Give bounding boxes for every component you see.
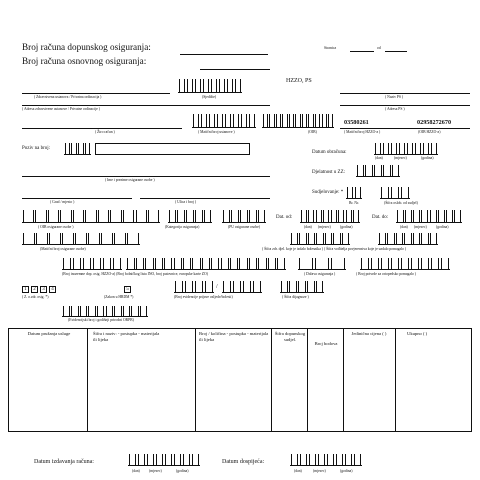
date-to-day-caption: (dan)	[400, 225, 408, 229]
processing-year-caption: (godina)	[421, 156, 434, 160]
invoice-ref-field[interactable]	[95, 143, 250, 155]
aid-number-boxes[interactable]	[360, 258, 450, 270]
due-date-boxes[interactable]	[290, 454, 362, 466]
foreign-doc-boxes[interactable]	[126, 258, 286, 270]
insured-name-caption: ( Ime i prezime osigurane osobe )	[105, 178, 155, 182]
date-from-month-caption: (mjesec)	[318, 225, 331, 229]
hrm-reason-caption: (Zakon u HRDM *)	[104, 295, 134, 299]
due-year-caption: (godina)	[340, 469, 353, 473]
foreign-ins-boxes[interactable]	[62, 258, 122, 270]
insured-oib-boxes[interactable]	[22, 210, 160, 223]
country-code-boxes[interactable]	[298, 258, 346, 270]
hzzo-ps-label: HZZO, PS	[286, 78, 312, 84]
foreign-ins-caption: (Broj inozemne dop. osig. HZZO-a) (Broj bolničkog lista INO, broj putovnice, europske karte ZO)	[62, 272, 208, 276]
aid-number-caption: ( Broj potvrde za ortopedsko pomagalo )	[356, 272, 417, 276]
invoice-ref-label: Poziv na broj:	[22, 146, 51, 151]
activity-boxes[interactable]	[356, 165, 400, 177]
supplementary-invoice-line	[180, 54, 268, 55]
page-label: Stranica	[324, 46, 337, 50]
seat-caption: (Sjedište)	[202, 95, 217, 99]
diagnosis-code-boxes[interactable]	[280, 281, 324, 293]
street-caption: ( Ulica i broj )	[175, 200, 197, 204]
issue-date-label: Datum izdavanja računa:	[34, 459, 94, 465]
ps-address-caption: ( Adresa PS )	[385, 107, 405, 111]
ps-name-line[interactable]	[340, 93, 470, 94]
col-extra-header: Šifra dopunskog sudjel.	[274, 331, 306, 342]
processing-month-caption: (mjesec)	[394, 156, 407, 160]
institution-address-line[interactable]	[22, 105, 270, 106]
basic-invoice-line	[200, 69, 270, 70]
hrm-reason-cell[interactable]: 5	[124, 286, 131, 293]
commission-code-boxes[interactable]	[378, 233, 438, 245]
referral-code-boxes[interactable]	[290, 233, 350, 245]
ps-address-line[interactable]	[340, 105, 470, 106]
insurance-category-caption: (Kategorija osiguranja)	[165, 225, 200, 229]
page-number-line[interactable]	[350, 51, 374, 52]
date-from-year-caption: (godina)	[340, 225, 353, 229]
col-points-header: Broj bodova	[314, 341, 338, 346]
issue-date-boxes[interactable]	[128, 454, 200, 466]
page-of-label: od	[377, 46, 381, 50]
institution-address-caption: ( Adresa zdravstvene ustanove / Privatne ordinacije )	[22, 107, 100, 111]
date-from-day-caption: (dan)	[304, 225, 312, 229]
institution-code-caption: ( Matični broj ustanove )	[198, 130, 235, 134]
issue-month-caption: (mjesec)	[149, 469, 162, 473]
date-to-year-caption: (godina)	[436, 225, 449, 229]
mbo-boxes[interactable]	[222, 210, 266, 223]
exempt-reason-boxes[interactable]	[380, 187, 410, 199]
institution-name-caption: ( Zdravstvena ustanova / Privatna ordinacija )	[34, 95, 102, 99]
processing-date-caption: (dan)	[375, 156, 383, 160]
record-no-slash: /	[216, 284, 218, 290]
diagnosis-code-caption: ( Šifra dijagnoze )	[282, 295, 309, 299]
hzzo-code-caption: ( Matični broj HZZO-a )	[344, 130, 381, 134]
insurance-category-boxes[interactable]	[168, 210, 212, 223]
col-price-header: Jedinična cijena ( )	[351, 331, 387, 336]
city-caption: ( Grad / mjesto )	[50, 200, 75, 204]
hzzo-oib-value: 02958272670	[417, 119, 452, 126]
record-no-boxes-b[interactable]	[222, 281, 262, 293]
participation-box[interactable]	[346, 187, 362, 199]
basic-invoice-title: Broj računa osnovnog osiguranja:	[22, 56, 147, 66]
date-from-label: Dat. od:	[276, 215, 293, 220]
hzzo-code-line	[340, 128, 470, 129]
supplementary-invoice-title: Broj računa dopunskog osiguranja:	[22, 42, 151, 52]
issue-day-caption: (dan)	[132, 469, 140, 473]
insured-id-boxes[interactable]	[22, 233, 140, 245]
seat-code-boxes[interactable]	[178, 79, 242, 93]
coverage-cell-2[interactable]: 2	[31, 286, 38, 293]
insured-name-line[interactable]	[22, 176, 270, 177]
page-total-line[interactable]	[385, 51, 407, 52]
coverage-cell-1[interactable]: 1	[22, 286, 29, 293]
date-to-label: Dat. do:	[372, 215, 389, 220]
services-table[interactable]	[8, 328, 472, 432]
evidence-no-boxes[interactable]	[62, 306, 148, 317]
coverage-cell-3[interactable]: 3	[40, 286, 47, 293]
insured-id-caption: (Matični broj osigurane osobe)	[40, 247, 86, 251]
add-cov-caption: ( Z. o.zdr. osig. *)	[22, 295, 49, 299]
insured-oib-caption: ( OIB osigurane osobe )	[38, 225, 74, 229]
issue-year-caption: (godina)	[176, 469, 189, 473]
exempt-reason-caption: (Šifra oslob. od sudjel)	[384, 201, 418, 205]
due-day-caption: (dan)	[294, 469, 302, 473]
institution-name-line[interactable]	[22, 93, 170, 94]
processing-date-boxes[interactable]	[374, 143, 438, 155]
oib-caption: (OIB)	[308, 130, 317, 134]
oib-boxes[interactable]	[262, 114, 334, 128]
date-from-boxes[interactable]	[300, 210, 360, 223]
col-date-header: Datum pružanja usluge	[27, 331, 71, 336]
due-date-label: Datum dospijeća:	[222, 459, 265, 465]
participation-label: Sudjelovanje: *	[312, 190, 344, 195]
mbo-caption: (PU osigurane osobe)	[228, 225, 260, 229]
due-month-caption: (mjesec)	[313, 469, 326, 473]
hzzo-code-value: 03580261	[344, 119, 369, 126]
record-no-caption: (Broj evidencije prijave ozljede/bolesti)	[174, 295, 233, 299]
institution-code-boxes[interactable]	[192, 114, 256, 128]
street-line[interactable]	[140, 198, 270, 199]
invoice-ref-prefix-boxes[interactable]	[64, 143, 91, 155]
country-code-caption: ( Država osiguranja )	[304, 272, 336, 276]
col-total-header: Ukupno ( )	[407, 331, 428, 336]
city-line[interactable]	[22, 198, 132, 199]
date-to-boxes[interactable]	[396, 210, 462, 223]
record-no-boxes-a[interactable]	[174, 281, 214, 293]
date-to-month-caption: (mjesec)	[414, 225, 427, 229]
coverage-cell-4[interactable]: 4	[49, 286, 56, 293]
ps-name-caption: ( Naziv PS )	[385, 95, 404, 99]
col-count-header: Broj / količina - postupka - materijala ili lijeka	[199, 331, 269, 342]
evidence-no-caption: (Evidencijski broj i godišnji prirodni ORPB)	[68, 318, 134, 322]
processing-date-label: Datum obračuna:	[312, 150, 347, 155]
activity-label: Djelatnost u ZZ:	[312, 170, 346, 175]
hzzo-oib-caption: (OIB HZZO-a)	[418, 130, 441, 134]
giro-account-caption: ( Žiro račun )	[95, 130, 115, 134]
giro-account-line[interactable]	[22, 128, 182, 129]
col-code-header: Šifra i naziv: - postupka - materijala ili lijeka	[93, 331, 160, 342]
referral-codes-caption: ( Šifra zdr. djel. koje je izdalo bolesnika ) ( Šifra vođitelja povjerenstva koje je uzdalo pomagalo )	[262, 247, 407, 251]
reason-no-caption: Br. Nr.	[349, 201, 359, 205]
